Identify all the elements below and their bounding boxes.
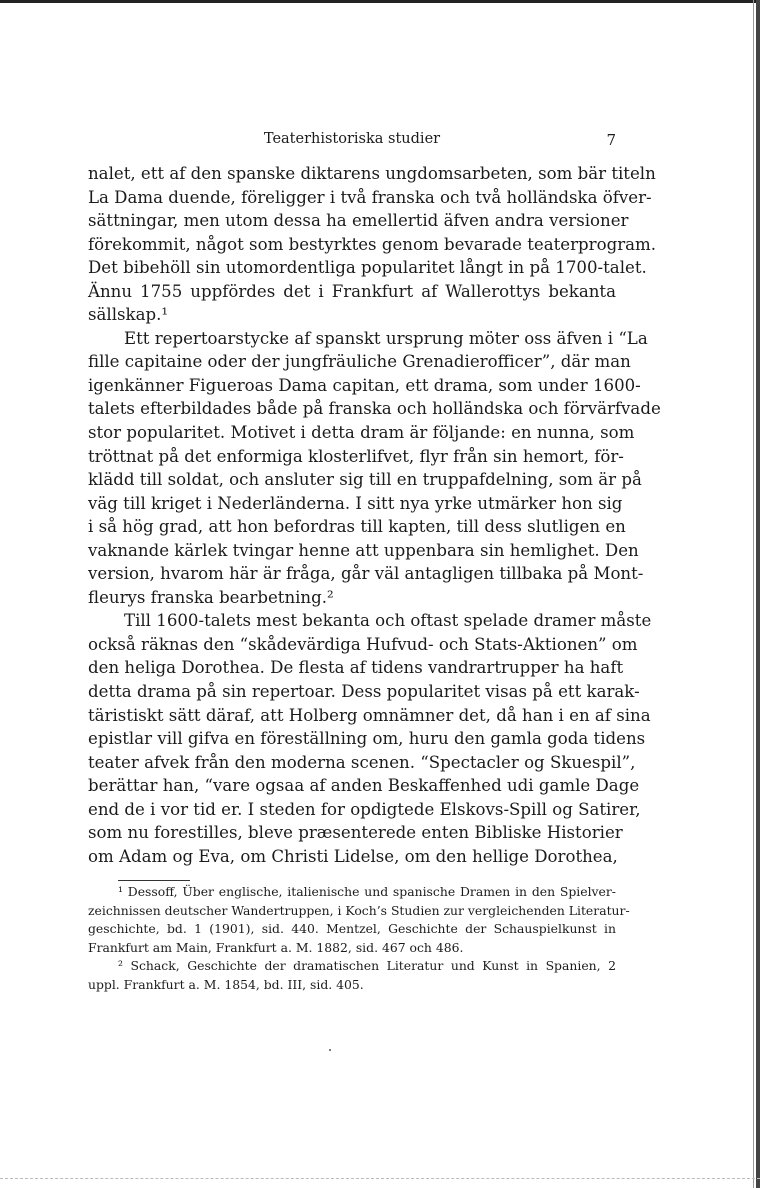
footnote-rule [118,880,190,881]
body-line: förekommit, något som bestyrktes genom bevarade teaterprogram. [88,234,657,254]
body-line: sällskap.¹ [88,305,169,325]
footnote-line: zeichnissen deutscher Wandertruppen, i Koch’s Studien zur vergleichenden Literatur- [88,902,630,918]
body-line: La Dama duende, föreligger i två franska och två holländska öfver- [88,187,652,207]
body-line: detta drama på sin repertoar. Dess popularitet visas på ett karak- [88,682,640,702]
footnote-line: ² Schack, Geschichte der dramatischen Literatur und Kunst in Spanien, 2 [118,958,616,974]
body-line: Till 1600-talets mest bekanta och oftast spelade dramer måste [124,611,652,631]
footnote-line: Frankfurt am Main, Frankfurt a. M. 1882, sid. 467 och 486. [88,939,464,955]
footnote-line: geschichte, bd. 1 (1901), sid. 440. Mentzel, Geschichte der Schauspielkunst in [88,921,616,937]
body-line: vaknande kärlek tvingar henne att uppenbara sin hemlighet. Den [88,540,639,560]
body-line: om Adam og Eva, om Christi Lidelse, om den hellige Dorothea, [88,846,618,866]
body-line: i så hög grad, att hon befordras till kapten, till dess slutligen en [88,517,626,537]
scan-right-edge-line [753,0,754,1188]
body-line: den heliga Dorothea. De flesta af tidens vandrartrupper ha haft [88,658,624,678]
scan-right-edge [756,0,760,1188]
body-line: fleurys franska bearbetning.² [88,587,334,607]
scan-bottom-edge [0,1178,760,1180]
body-line: också räknas den “skådevärdiga Hufvud- och Stats-Aktionen” om [88,634,638,654]
body-line: som nu forestilles, bleve præsenterede enten Bibliske Historier [88,823,623,843]
footnote-line: ¹ Dessoff, Über englische, italienische und spanische Dramen in den Spielver- [118,884,616,899]
body-line: sättningar, men utom dessa ha emellertid äfven andra versioner [88,211,629,231]
body-line: end de i vor tid er. I steden for opdigtede Elskovs-Spill og Satirer, [88,799,641,819]
body-text [88,162,661,868]
body-line: tröttnat på det enformiga klosterlifvet, flyr från sin hemort, för- [88,446,624,466]
body-line: täristiskt sätt däraf, att Holberg omnämner det, då han i en af sina [88,705,651,725]
body-line: Ännu 1755 uppfördes det i Frankfurt af Wallerottys bekanta [88,281,616,301]
body-line: nalet, ett af den spanske diktarens ungdomsarbeten, som bär titeln [88,164,656,183]
body-line: teater afvek från den moderna scenen. “Spectacler og Skuespil”, [88,752,636,772]
body-line: talets efterbildades både på franska och holländska och förvärfvade [88,399,661,419]
body-line: klädd till soldat, och ansluter sig till en truppafdelning, som är på [88,470,642,490]
body-line: berättar han, “vare ogsaa af anden Beskaffenhed udi gamle Dage [88,776,640,796]
running-head [88,131,616,151]
body-line: version, hvarom här är fråga, går väl antagligen tillbaka på Mont- [88,564,644,584]
footnote-line: uppl. Frankfurt a. M. 1854, bd. III, sid. 405. [88,976,364,992]
body-line: stor popularitet. Motivet i detta dram är följande: en nunna, som [88,423,635,443]
scan-speck [329,1049,331,1051]
page-number: 7 [606,131,616,149]
body-line: fille capitaine oder der jungfräuliche Grenadierofficer”, där man [88,352,631,372]
body-line: Det bibehöll sin utomordentliga popularitet långt in på 1700-talet. [88,258,647,278]
footnotes [88,883,630,995]
body-line: väg till kriget i Nederländerna. I sitt nya yrke utmärker hon sig [88,493,623,513]
running-title: Teaterhistoriska studier [263,131,441,147]
body-line: Ett repertoarstycke af spanskt ursprung möter oss äfven i “La [124,328,648,348]
page-top-border [0,0,760,3]
body-line: epistlar vill gifva en föreställning om, huru den gamla goda tidens [88,729,646,749]
body-line: igenkänner Figueroas Dama capitan, ett drama, som under 1600- [88,375,641,395]
